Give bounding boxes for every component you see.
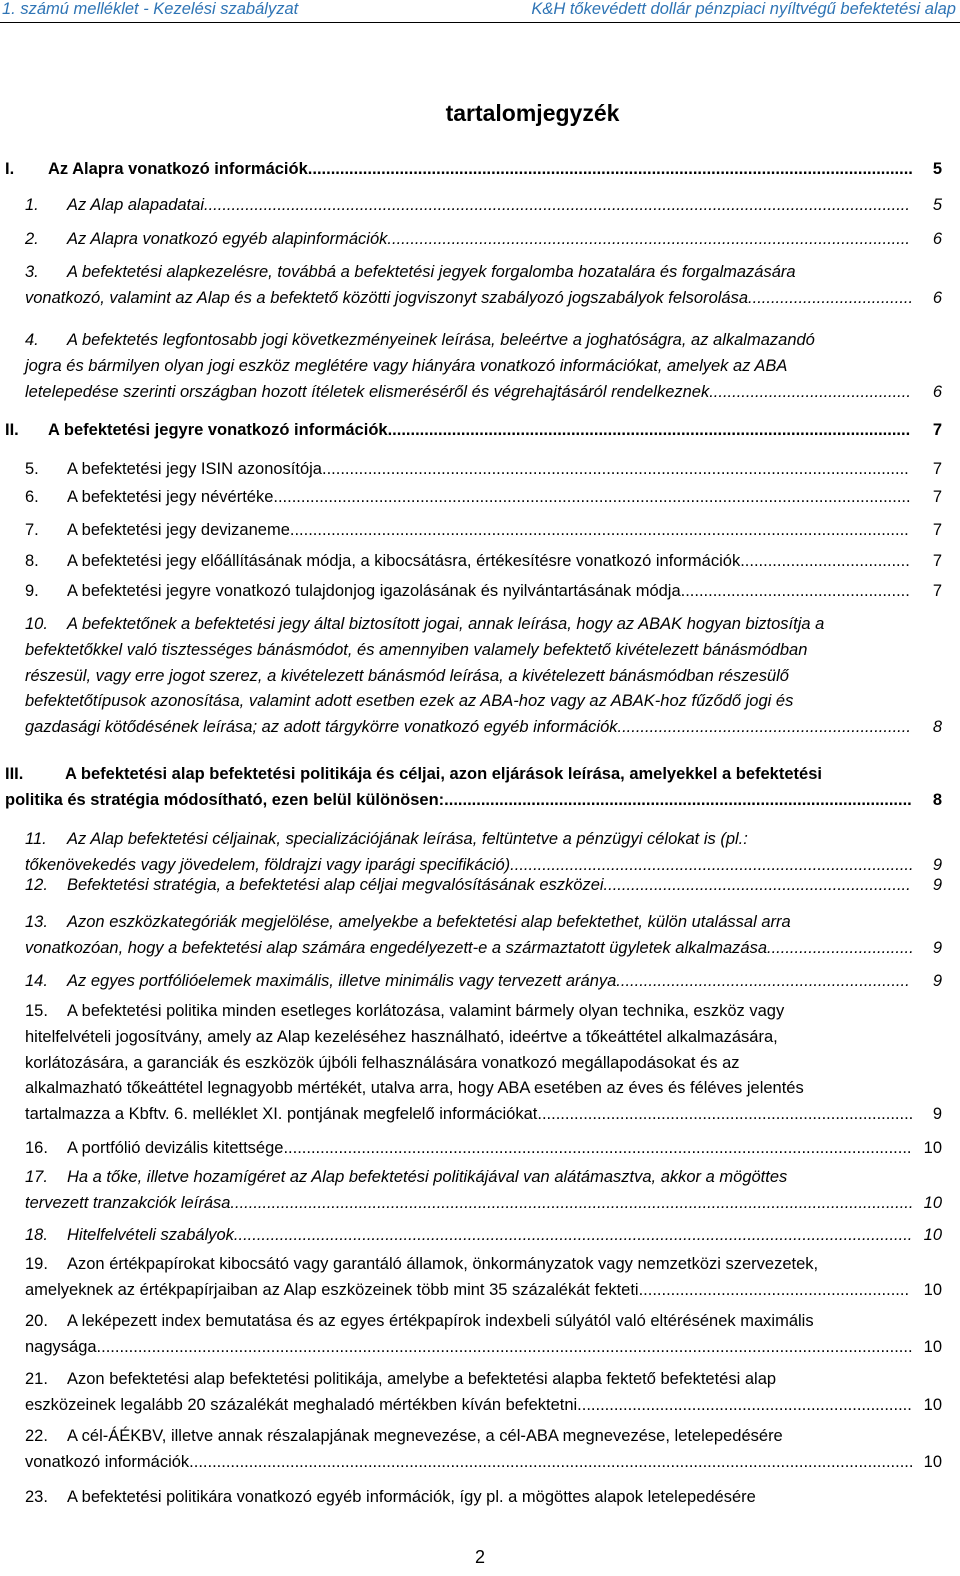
toc-entry-text: Azon befektetési alap befektetési politikája, amelybe a befektetési alapba fektető befektetési alap [67,1370,777,1388]
page-header [0,0,960,23]
toc-entry-text: Az egyes portfólióelemek maximális, illetve minimális vagy tervezett aránya................................................................ [67,972,910,990]
toc-entry-text: alkalmazható tőkeáttétel legnagyobb mértékét, utalva arra, hogy ABA esetében az éves és féléves jelentés [25,1079,804,1098]
toc-entry-page: 7 [932,552,942,570]
toc-entry-number: 14. [25,972,48,990]
toc-entry-page: 10 [923,1452,942,1471]
toc-entry-number: 3. [25,263,39,281]
toc-entry[interactable] [0,1309,960,1361]
toc-entry-number: 4. [25,331,39,349]
toc-entry[interactable] [0,518,960,544]
toc-entry-number: 7. [25,521,39,539]
toc-entry-text: vonatkozó információk.............................................................................................................................................................. [25,1452,914,1471]
toc-entry[interactable] [0,418,960,444]
toc-entry-text: nagysága.................................................................................................................................................................................. [25,1337,913,1356]
toc-entry-page: 8 [932,790,942,809]
toc-entry-text: A leképezett index bemutatása és az egyes értékpapírok indexbeli súlyától való eltérésének maximális [67,1312,814,1330]
toc-entry-text: Az Alap alapadatai.......................................................................................................................................................... [67,196,910,214]
toc-entry-text: politika és stratégia módosítható, ezen belül különösen:...................................................................................................... [5,790,912,809]
toc-entry-number: 9. [25,582,39,600]
toc-entry-number: 10. [25,615,48,633]
toc-entry-number: 8. [25,552,39,570]
toc-entry-page: 7 [932,582,942,600]
toc-entry-number: 22. [25,1427,48,1445]
toc-entry-number: 16. [25,1139,48,1157]
toc-entry-page: 6 [932,382,942,401]
toc-entry-number: 13. [25,913,48,931]
toc-entry[interactable] [0,910,960,962]
toc-entry-text: Azon értékpapírokat kibocsátó vagy garantáló államok, önkormányzatok vagy nemzetközi szervezetek, [67,1255,819,1273]
toc-entry-page: 10 [923,1226,942,1244]
toc-entry-number: III. [5,765,24,783]
toc-entry-page: 10 [923,1395,942,1414]
toc-entry[interactable] [0,1367,960,1419]
toc-entry-text: tervezett tranzakciók leírása..................................................................................................................................................... [25,1193,914,1212]
toc-entry-text: A befektetőnek a befektetési jegy által biztosított jogai, annak leírása, hogy az ABAK hogyan biztosítja a [67,615,825,633]
toc-entry[interactable] [0,969,960,995]
toc-entry-page: 7 [932,521,942,539]
toc-entry-text: Azon eszközkategóriák megjelölése, amelyekbe a befektetési alap befektethet, külön utalással arra [67,913,791,931]
toc-entry[interactable] [0,1252,960,1304]
toc-entry-number: I. [5,160,15,178]
toc-entry-text: A portfólió devizális kitettsége......................................................................................................................................... [67,1139,912,1157]
toc-entry-number: 21. [25,1370,48,1388]
toc-entry-page: 9 [932,855,942,874]
toc-entry-number: 2. [25,230,39,248]
toc-entry-number: 18. [25,1226,48,1244]
toc-entry[interactable] [0,485,960,511]
toc-entry-number: 6. [25,488,39,506]
toc-entry-text: eszközeinek legalább 20 százalékát meghaladó mértékben kíván befektetni......................................................................... [25,1395,912,1414]
toc-entry-page: 8 [932,718,942,737]
toc-entry-number: II. [5,421,19,439]
toc-entry-page: 10 [923,1337,942,1356]
toc-entry[interactable] [0,457,960,483]
toc-entry-page: 6 [932,288,942,307]
toc-entry-text: Ha a tőke, illetve hozamígéret az Alap befektetési politikájával van alátámasztva, akkor a mögöttes [67,1168,788,1186]
toc-entry[interactable] [0,1136,960,1162]
toc-entry[interactable] [0,549,960,575]
toc-entry-text: Az Alapra vonatkozó információk.................................................................................................................................... [48,160,913,178]
toc-entry-text: befektetőtípusok azonosítása, valamint adott esetben ezek az ABA-hoz vagy az ABAK-hoz fűződő jogi és [25,692,794,711]
toc-entry-page: 9 [932,1105,942,1124]
toc-entry-text: Befektetési stratégia, a befektetési alap céljai megvalósításának eszközei................................................................... [67,876,911,894]
toc-entry-page: 6 [932,230,942,248]
header-right-text: K&H tőkevédett dollár pénzpiaci nyíltvégű befektetési alap [531,0,956,18]
toc-entry-text: A befektetési alap befektetési politikája és céljai, azon eljárások leírása, amelyekkel a befektetési [65,765,822,783]
toc-entry-text: hitelfelvételi jogosítvány, amely az Alap kezeléséhez használható, ideértve a tőkeáttétel alkalmazására, [25,1027,778,1046]
toc-entry-text: korlátozására, a garanciák és eszközök újbóli felhasználására vonatkozó megállapodásokat és az [25,1053,740,1072]
toc-entry-text: A befektetési politika minden esetleges korlátozása, valamint bármely olyan technika, eszköz vagy [67,1002,785,1020]
toc-entry-number: 20. [25,1312,48,1330]
toc-entry-text: A befektetési jegy névértéke........................................................................................................................................... [67,488,911,506]
toc-entry-page: 9 [932,972,942,990]
toc-entry-page: 10 [923,1280,942,1299]
toc-entry[interactable] [0,260,960,312]
toc-entry[interactable] [0,157,960,183]
toc-entry-text: tartalmazza a Kbftv. 6. melléklet XI. pontjának megfelelő információkat.................................................................................. [25,1105,914,1124]
toc-entry-text: A befektetési jegy előállításának módja, a kibocsátásra, értékesítésre vonatkozó információk..................................... [67,552,910,570]
toc-entry-page: 9 [932,938,942,957]
toc-entry[interactable] [0,999,960,1128]
toc-entry[interactable] [0,612,960,741]
toc-entry[interactable] [0,827,960,879]
header-left-text: 1. számú melléklet - Kezelési szabályzat [2,0,299,18]
toc-entry-number: 23. [25,1488,48,1506]
toc-entry-number: 17. [25,1168,48,1186]
toc-entry-number: 19. [25,1255,48,1273]
toc-entry-text: vonatkozó, valamint az Alap és a befektető közötti jogviszonyt szabályozó jogszabályok felsorolása.................................... [25,288,914,307]
toc-entry-page: 7 [932,460,942,478]
toc-entry-text: A befektetési jegy ISIN azonosítója................................................................................................................................ [67,460,909,478]
toc-entry[interactable] [0,328,960,405]
toc-entry-text: A befektetési politikára vonatkozó egyéb információk, így pl. a mögöttes alapok letelepedésére [67,1488,756,1506]
toc-entry-page: 10 [923,1139,942,1157]
toc-entry-text: tőkenövekedés vagy jövedelem, földrajzi vagy iparági specifikáció)........................................................................................ [25,855,914,874]
toc-entry-text: A cél-ÁÉKBV, illetve annak részalapjának megnevezése, a cél-ABA megnevezése, letelepedésére [67,1427,783,1445]
toc-entry-number: 15. [25,1002,48,1020]
toc-entry-text: A befektetési jegy devizaneme....................................................................................................................................... [67,521,909,539]
toc-entry-number: 5. [25,460,39,478]
toc-entry[interactable] [0,762,960,814]
page-number: 2 [474,1547,485,1567]
toc-entry-text: Az Alapra vonatkozó egyéb alapinformációk.................................................................................................................. [67,230,911,248]
toc-entry-page: 7 [932,488,942,506]
toc-entry-text: A befektetési jegyre vonatkozó információk.................................................................................................................. [48,421,911,439]
toc-entry[interactable] [0,1485,960,1511]
toc-entry-text: A befektetési alapkezelésre, továbbá a befektetési jegyek forgalomba hozatalára és forgalmazására [67,263,796,281]
toc-entry-number: 1. [25,196,39,214]
toc-entry-text: befektetőkkel való tisztességes bánásmódot, és amennyiben valamely befektető kivételezett bánásmódban [25,640,808,659]
toc-entry-text: vonatkozóan, hogy a befektetési alap számára engedélyezett-e a származtatott ügyletek alkalmazása................................ [25,938,914,957]
toc-entry[interactable] [0,1424,960,1476]
toc-entry[interactable] [0,193,960,219]
toc-entry-text: jogra és bármilyen olyan jogi eszköz meglétére vagy hiányára vonatkozó információkat, amelyek az ABA [25,356,788,375]
toc-entry-page: 5 [932,160,942,178]
toc-entry[interactable] [0,1165,960,1217]
toc-entry-number: 11. [25,830,47,848]
toc-entry-page: 5 [932,196,942,214]
toc-entry[interactable] [0,579,960,605]
toc-entry-text: A befektetési jegyre vonatkozó tulajdonjog igazolásának és nyilvántartásának módja.................................................. [67,582,910,600]
toc-entry[interactable] [0,873,960,899]
toc-entry-text: A befektetés legfontosabb jogi következményeinek leírása, beleértve a joghatóságra, az alkalmazandó [67,331,815,349]
toc-entry-text: letelepedése szerinti országban hozott ítéletek elismeréséről és végrehajtásáról rendelkeznek............................................ [25,382,911,401]
toc-entry-text: gazdasági kötődésének leírása; az adott tárgykörre vonatkozó egyéb információk................................................................ [25,718,911,737]
toc-entry-text: amelyeknek az értékpapírjaiban az Alap eszközeinek több mint 35 százalékát fekteti........................................................... [25,1280,910,1299]
toc-entry-number: 12. [25,876,48,894]
toc-entry[interactable] [0,1223,960,1249]
toc-entry-page: 10 [923,1193,942,1212]
toc-entry-text: Az Alap befektetési céljainak, specializációjának leírása, feltüntetve a pénzügyi célokat is (pl.: [67,830,748,848]
toc-entry-page: 7 [932,421,942,439]
toc-entry-text: részesül, vagy erre jogot szerez, a kivételezett bánásmód leírása, a kivételezett bánásmódban részesülő [25,666,789,685]
toc-entry-page: 9 [932,876,942,894]
toc-entry-text: Hitelfelvételi szabályok.................................................................................................................................................... [67,1226,913,1244]
toc-entry[interactable] [0,227,960,253]
toc-title: tartalomjegyzék [445,100,620,126]
